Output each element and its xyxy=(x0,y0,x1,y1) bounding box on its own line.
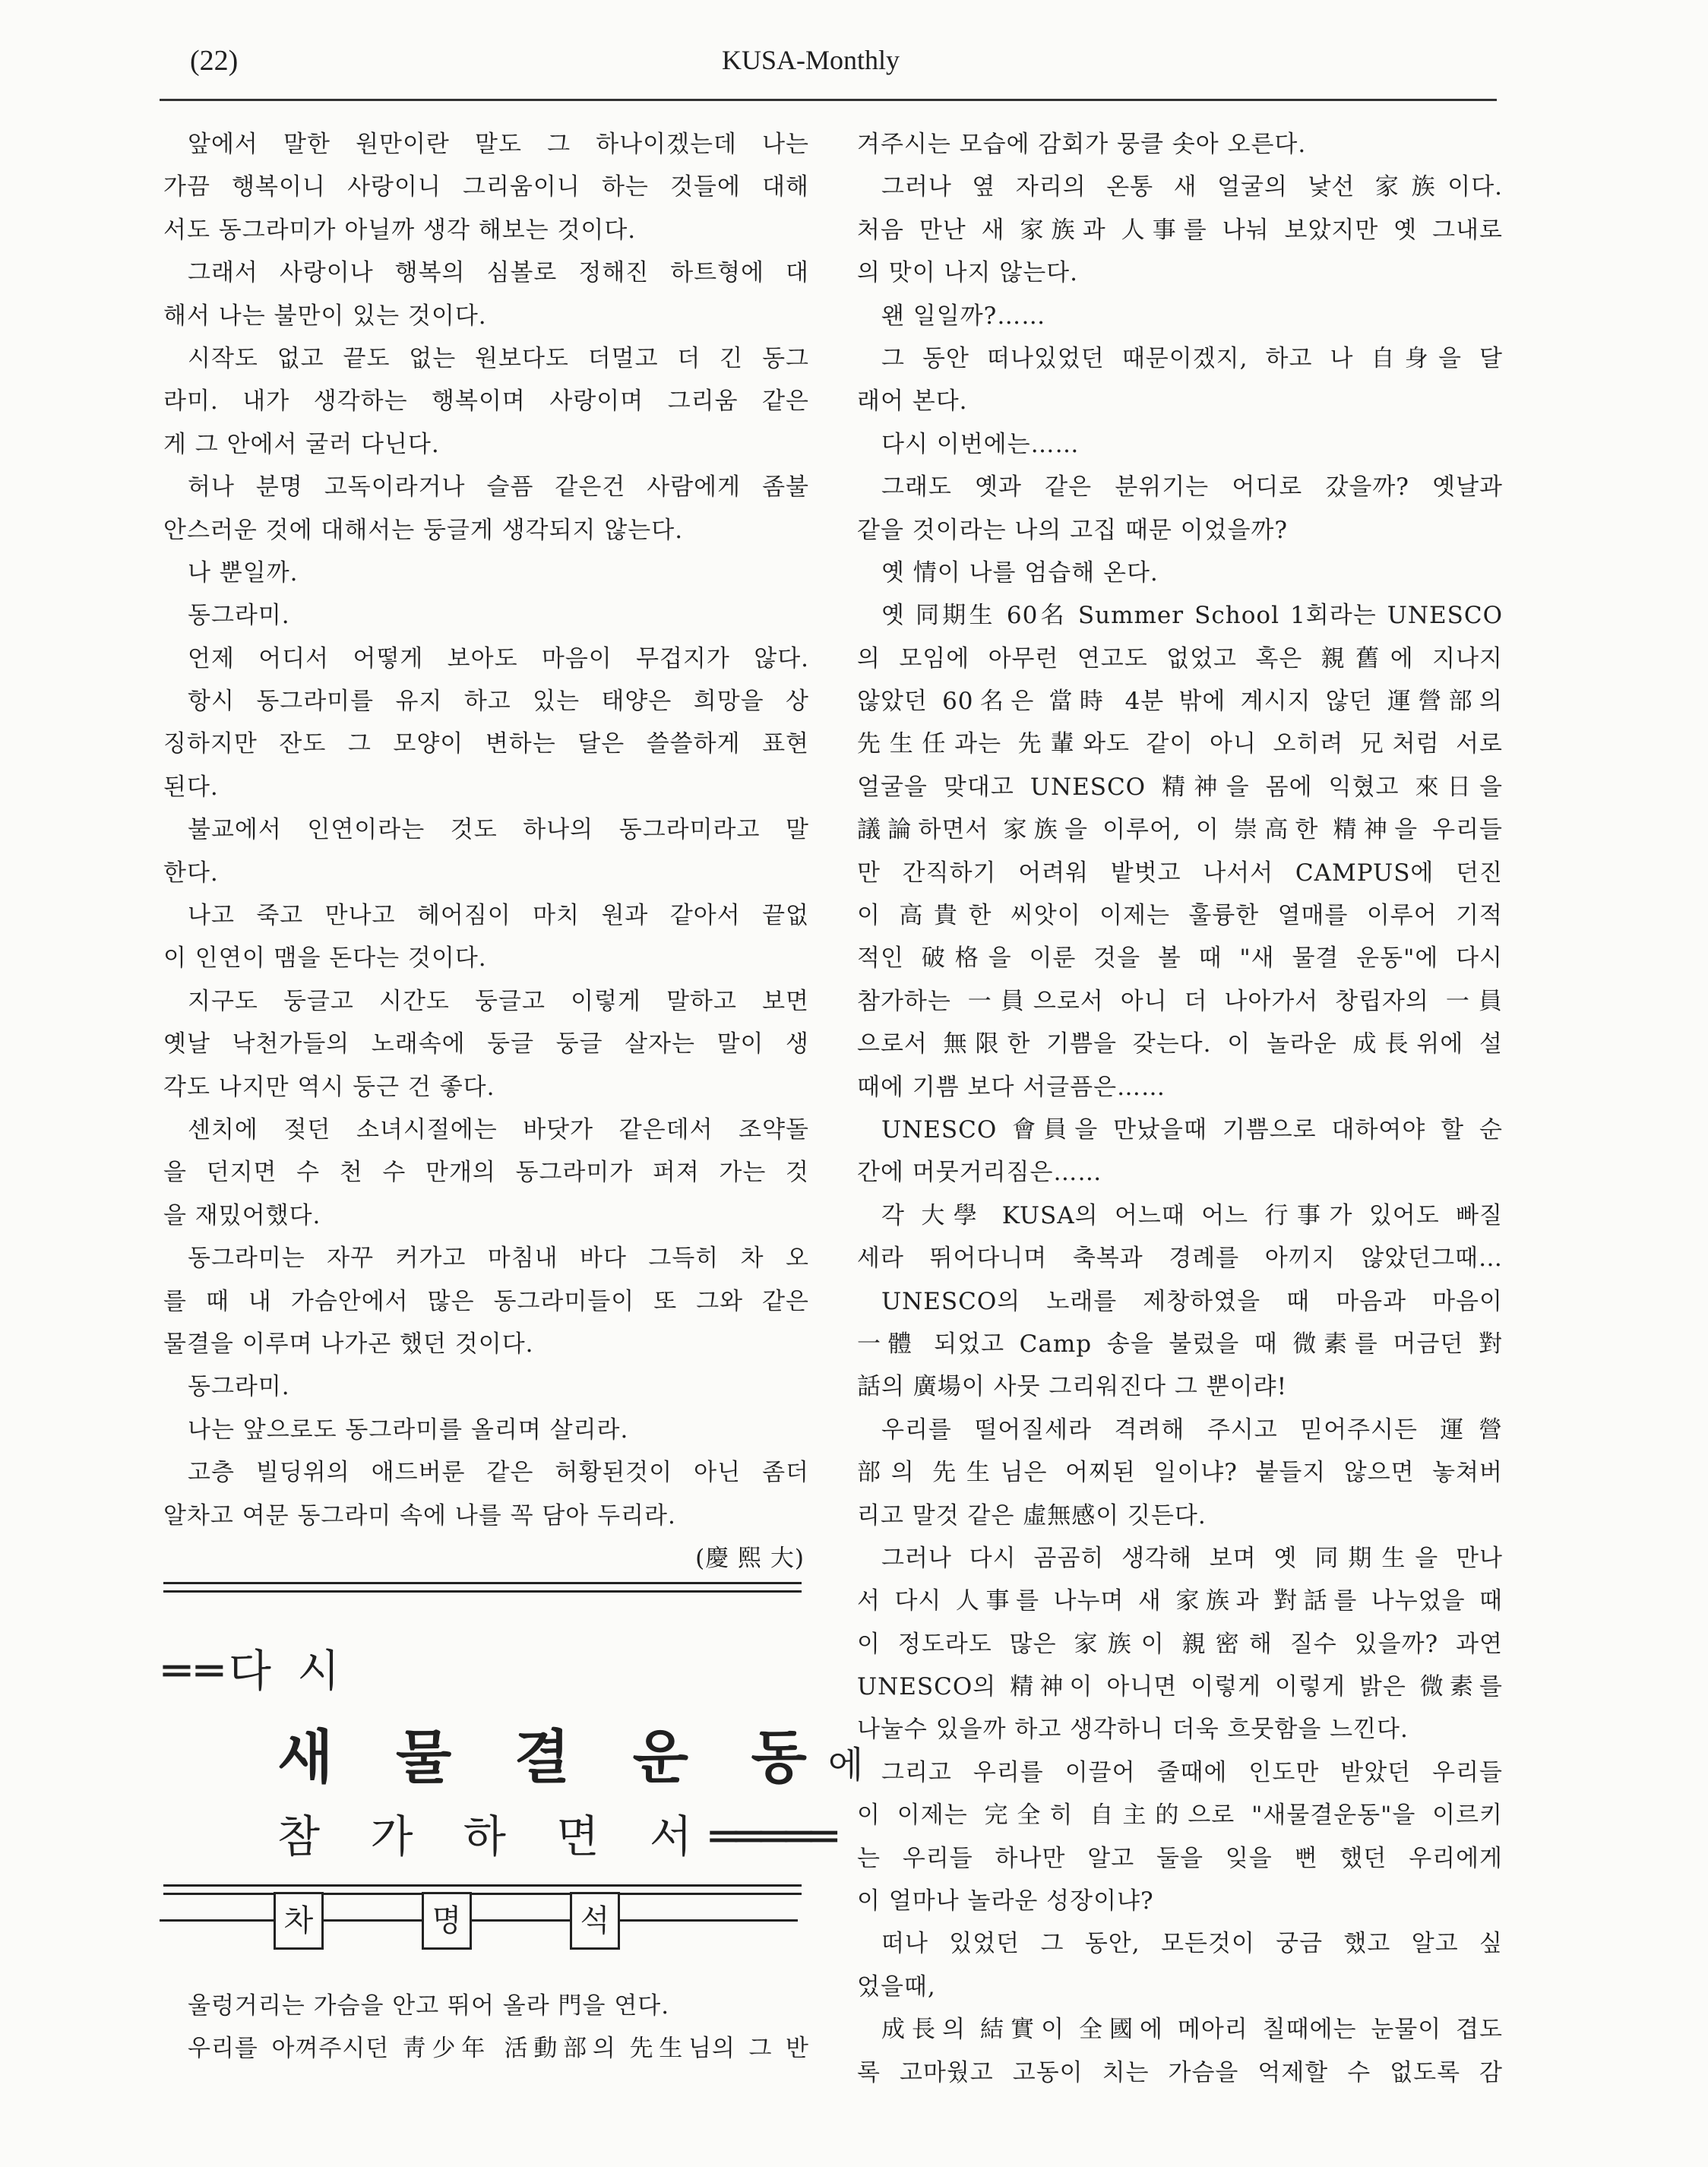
text-line: UNESCO의 노래를 제창하였을 때 마음과 마음이 xyxy=(881,1287,1503,1315)
text-line: 만 간직하기 어려워 밭벗고 나서서 CAMPUS에 던진 xyxy=(857,859,1503,887)
title-line-3: 참 가 하 면 서═════ xyxy=(277,1811,836,1862)
author-rule xyxy=(160,1919,798,1922)
page-number: (22) xyxy=(190,45,239,77)
text-line: 얼굴을 맞대고 UNESCO 精神을 몸에 익혔고 來日을 xyxy=(857,773,1503,801)
text-line: 그러나 다시 곰곰히 생각해 보며 옛 同期生을 만나 xyxy=(881,1544,1503,1572)
text-line: 우리를 아껴주시던 靑少年 活動部의 先生님의 그 반 xyxy=(188,2035,809,2063)
text-line: 를 때 내 가슴안에서 많은 동그라미들이 또 그와 같은 xyxy=(163,1287,809,1315)
text-line: 을 던지면 수 천 수 만개의 동그라미가 퍼져 가는 것 xyxy=(163,1159,809,1187)
text-line: 세라 뛰어다니며 축복과 경례를 아끼지 않았던그때… xyxy=(857,1245,1503,1273)
text-line: 나는 앞으로도 동그라미를 올리며 살리라. xyxy=(188,1416,629,1444)
text-line: 래어 본다. xyxy=(857,388,968,416)
text-line: 참가하는 一員으로서 아니 더 나아가서 창립자의 一員 xyxy=(857,987,1503,1015)
text-line: 울렁거리는 가슴을 안고 뛰어 올라 門을 연다. xyxy=(188,1992,670,2020)
text-line: 각도 나지만 역시 둥근 건 좋다. xyxy=(163,1073,495,1101)
text-line: 적인 破格을 이룬 것을 볼 때 "새 물결 운동"에 다시 xyxy=(857,944,1503,973)
text-line: 部의 先生님은 어찌된 일이냐? 붙들지 않으면 놓쳐버 xyxy=(857,1459,1503,1487)
text-line: 처음 만난 새 家族과 人事를 나눠 보았지만 옛 그내로 xyxy=(857,216,1503,244)
text-line: 옛날 낙천가들의 노래속에 둥글 둥글 살자는 말이 생 xyxy=(163,1030,809,1058)
text-line: 알차고 여문 동그라미 속에 나를 꼭 담아 두리라. xyxy=(163,1501,676,1530)
author-char: 차 xyxy=(274,1892,324,1950)
title-line-1: ══다 시 xyxy=(163,1645,346,1697)
text-line: 다시 이번에는…… xyxy=(881,430,1080,458)
text-line: 고층 빌딩위의 애드버룬 같은 허황된것이 아닌 좀더 xyxy=(188,1459,809,1487)
text-line: 동그라미. xyxy=(188,602,290,630)
text-line: 물결을 이루며 나가곤 했던 것이다. xyxy=(163,1330,534,1358)
text-line: 떠나 있었던 그 동안, 모든것이 궁금 했고 알고 싶 xyxy=(881,1930,1503,1958)
text-line: 成長의 結實이 全國에 메아리 칠때에는 눈물이 겹도 xyxy=(881,2016,1503,2044)
text-line: 리고 말것 같은 虛無感이 깃든다. xyxy=(857,1501,1207,1530)
text-line: 議論하면서 家族을 이루어, 이 崇高한 精神을 우리들 xyxy=(857,816,1503,844)
text-line: 나 뿐일까. xyxy=(188,558,299,587)
text-line: 항시 동그라미를 유지 하고 있는 태양은 희망을 상 xyxy=(188,688,809,716)
text-line: 가끔 행복이니 사랑이니 그리움이니 하는 것들에 대해 xyxy=(163,173,809,201)
text-line: 서 다시 人事를 나누며 새 家族과 對話를 나누었을 때 xyxy=(857,1587,1503,1615)
text-line: 때에 기쁨 보다 서글픔은…… xyxy=(857,1073,1166,1101)
header-rule xyxy=(160,99,1497,101)
text-line: 록 고마웠고 고동이 치는 가슴을 억제할 수 없도록 감 xyxy=(857,2058,1503,2086)
text-line: 앞에서 말한 원만이란 말도 그 하나이겠는데 나는 xyxy=(188,131,809,158)
text-line: 지구도 둥글고 시간도 둥글고 이렇게 말하고 보면 xyxy=(188,987,809,1015)
text-line: 시작도 없고 끝도 없는 원보다도 더멀고 더 긴 동그 xyxy=(188,344,809,372)
text-line: 一體 되었고 Camp 송을 불렀을 때 微素를 머금던 對 xyxy=(857,1330,1503,1358)
journal-title: KUSA-Monthly xyxy=(722,45,900,75)
text-line: 그러나 옆 자리의 온통 새 얼굴의 낯선 家族이다. xyxy=(881,173,1503,201)
text-line: UNESCO 會員을 만났을때 기쁨으로 대하여야 할 순 xyxy=(881,1115,1503,1144)
text-line: 각 大學 KUSA의 어느때 어느 行事가 있어도 빠질 xyxy=(881,1201,1503,1229)
school-signature: (慶 熙 大) xyxy=(695,1544,805,1572)
text-line: 동그라미는 자꾸 커가고 마침내 바다 그득히 차 오 xyxy=(188,1245,809,1273)
text-line: 의 맛이 나지 않는다. xyxy=(857,259,1078,287)
text-line: 안스러운 것에 대해서는 둥글게 생각되지 않는다. xyxy=(163,516,684,544)
left-column-continuation xyxy=(163,1985,809,2071)
text-line: 해서 나는 불만이 있는 것이다. xyxy=(163,302,487,330)
page-header xyxy=(160,40,1497,94)
text-line: 같을 것이라는 나의 고집 때문 이었을까? xyxy=(857,516,1289,544)
text-line: 간에 머뭇거리짐은…… xyxy=(857,1159,1102,1187)
author-box xyxy=(274,1892,790,1953)
text-line: 었을때, xyxy=(857,1972,936,2001)
text-line: 話의 廣場이 사뭇 그리워진다 그 뿐이랴! xyxy=(857,1373,1288,1401)
text-line: 된다. xyxy=(163,773,219,801)
text-line: 옛 情이 나를 엄습해 온다. xyxy=(881,558,1159,587)
text-line: 게 그 안에서 굴러 다닌다. xyxy=(163,430,440,458)
text-line: 나눌수 있을까 하고 생각하니 더욱 흐뭇함을 느낀다. xyxy=(857,1716,1409,1744)
title-line-2: 새 물 결 운 동에 xyxy=(277,1723,864,1791)
text-line: 우리를 떨어질세라 격려해 주시고 믿어주시든 運營 xyxy=(881,1416,1503,1444)
text-line: 이 인연이 맴을 돈다는 것이다. xyxy=(163,944,487,973)
text-line: 先生任과는 先輩와도 같이 아니 오히려 兄처럼 서로 xyxy=(857,730,1503,758)
text-line: 한다. xyxy=(163,859,219,887)
text-line: 이 이제는 完全히 自主的으로 "새물결운동"을 이르키 xyxy=(857,1802,1503,1830)
text-line: 옛 同期生 60名 Summer School 1회라는 UNESCO xyxy=(881,602,1503,630)
text-line: 그래도 옛과 같은 분위기는 어디로 갔을까? 옛날과 xyxy=(881,473,1503,501)
text-line: 겨주시는 모습에 감회가 뭉클 솟아 오른다. xyxy=(857,131,1307,158)
text-line: 징하지만 잔도 그 모양이 변하는 달은 쓸쓸하게 표현 xyxy=(163,730,809,758)
article-title-block xyxy=(163,1582,864,1920)
text-line: 라미. 내가 생각하는 행복이며 사랑이며 그리움 같은 xyxy=(163,388,809,416)
text-line: 동그라미. xyxy=(188,1373,290,1401)
text-line: 이 얼마나 놀라운 성장이냐? xyxy=(857,1887,1154,1916)
text-line: 불교에서 인연이라는 것도 하나의 동그라미라고 말 xyxy=(188,816,809,844)
text-line: 왠 일일까?…… xyxy=(881,302,1046,330)
text-line: 는 우리들 하나만 알고 둘을 잊을 뻔 했던 우리에게 xyxy=(857,1844,1503,1872)
text-line: 허나 분명 고독이라거나 슬픔 같은건 사람에게 좀불 xyxy=(188,473,809,501)
text-line: 을 재밌어했다. xyxy=(163,1201,321,1229)
text-line: 의 모임에 아무런 연고도 없었고 혹은 親舊에 지나지 xyxy=(857,644,1503,672)
right-column xyxy=(857,123,1503,2094)
text-line: 않았던 60名은 當時 4분 밖에 계시지 않던 運營部의 xyxy=(857,688,1503,716)
text-line: 서도 동그라미가 아닐까 생각 해보는 것이다. xyxy=(163,216,637,244)
text-line: 센치에 젖던 소녀시절에는 바닷가 같은데서 조약돌 xyxy=(188,1115,809,1144)
text-line: UNESCO의 精神이 아니면 이렇게 이렇게 밝은 微素를 xyxy=(857,1673,1503,1701)
text-line: 그리고 우리를 이끌어 줄때에 인도만 받았던 우리들 xyxy=(881,1758,1503,1786)
text-line: 이 정도라도 많은 家族이 親密해 질수 있을까? 과연 xyxy=(857,1630,1503,1658)
left-column xyxy=(163,123,809,1580)
author-char: 명 xyxy=(422,1892,472,1950)
author-char: 석 xyxy=(570,1892,620,1950)
text-line: 나고 죽고 만나고 헤어짐이 마치 원과 같아서 끝없 xyxy=(188,902,809,930)
text-line: 그래서 사랑이나 행복의 심볼로 정해진 하트형에 대 xyxy=(188,259,809,287)
text-line: 으로서 無限한 기쁨을 갖는다. 이 놀라운 成長위에 설 xyxy=(857,1030,1503,1058)
text-line: 언제 어디서 어떻게 보아도 마음이 무겁지가 않다. xyxy=(188,644,809,672)
text-line: 이 高貴한 씨앗이 이제는 훌륭한 열매를 이루어 기적 xyxy=(857,902,1503,930)
text-line: 그 동안 떠나있었던 때문이겠지, 하고 나 自身을 달 xyxy=(881,344,1503,372)
title-top-rule xyxy=(163,1582,802,1593)
